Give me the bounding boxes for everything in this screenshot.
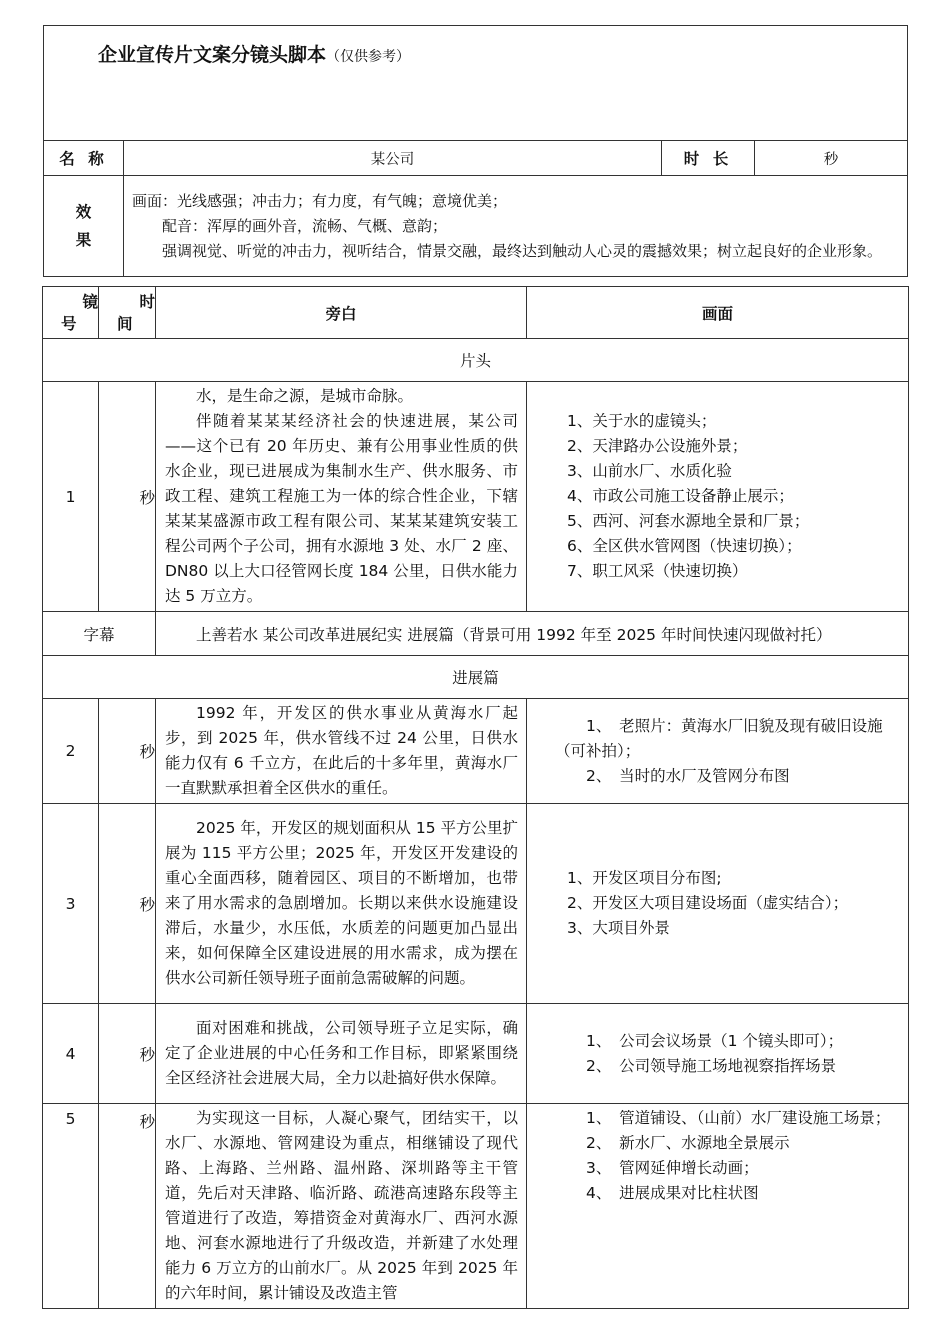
column-header-row: [43, 287, 909, 339]
shot-scene: [527, 699, 909, 804]
effect-line-visual: 画面：光线感强；冲击力；有力度，有气魄；意境优美；: [132, 191, 508, 210]
scene-item: 2、开发区大项目建设场面（虚实结合）；: [567, 894, 849, 912]
table-row: [43, 804, 909, 1004]
effect-line-summary: 强调视觉、听觉的冲击力，视听结合，情景交融，最终达到触动人心灵的震撼效果；树立起良好的企业形象。: [162, 241, 883, 260]
narration-paragraph: 2025 年，开发区的规划面积从 15 平方公里扩展为 115 平方公里；2025 年，开发区开发建设的重心全面西移，随着园区、项目的不断增加，也带来了用水需求的急剧增加。长期以来供水设施建设滞后，水量少，水压低，水质差的问题更加凸显出来，如何保障全区建设进展的用水需求，成为摆在供水公司新任领导班子面前急需破解的问题。: [165, 819, 518, 987]
shot-narration: [156, 382, 527, 612]
section-opening: 片头: [43, 339, 909, 382]
title-note: （仅供参考）: [326, 49, 411, 65]
shot-number: 5: [43, 1104, 99, 1309]
section-progress: 进展篇: [43, 656, 909, 699]
table-row: [43, 1104, 909, 1309]
shot-number: 3: [43, 804, 99, 1004]
narration-paragraph: 为实现这一目标，人凝心聚气，团结实干，以水厂、水源地、管网建设为重点，相继铺设了现代路、上海路、兰州路、温州路、深圳路等主干管道，先后对天津路、临沂路、疏港高速路东段等主管道进行了改造，筹措资金对黄海水厂、西河水源地、河套水源地进行了升级改造，并新建了水处理能力 6 万立方的山前水厂。从 2025 年到 2025 年的六年时间，累计铺设及改造主管: [165, 1109, 518, 1302]
col-time-label-1: 时: [139, 292, 155, 311]
table-row: [43, 1004, 909, 1104]
shot-duration: 秒: [99, 1004, 156, 1104]
shot-scene: [527, 1004, 909, 1104]
narration-paragraph: 伴随着某某某经济社会的快速进展，某公司——这个已有 20 年历史、兼有公用事业性质的供水企业，现已进展成为集制水生产、供水服务、市政工程、建筑工程施工为一体的综合性企业，下辖某某某盛源市政工程有限公司、某某某建筑安装工程公司两个子公司，拥有水源地 3 处、水厂 2 座、DN80 以上大口径管网长度 184 公里，日供水能力达 5 万立方。: [165, 412, 518, 605]
document-title: 企业宣传片文案分镜头脚本: [98, 44, 327, 66]
scene-item: 2、 公司领导施工场地视察指挥场景: [586, 1056, 837, 1075]
name-label: 名 称: [44, 141, 124, 176]
shot-number: 4: [43, 1004, 99, 1104]
effect-label: [44, 176, 124, 277]
shot-duration: 秒: [99, 804, 156, 1004]
duration-value: 秒: [755, 141, 908, 176]
narration-paragraph: 1992 年，开发区的供水事业从黄海水厂起步，到 2025 年，供水管线不过 24 公里，日供水能力仅有 6 千立方，在此后的十多年里，黄海水厂一直默默承担着全区供水的重任。: [165, 704, 518, 797]
shot-narration: [156, 1104, 527, 1309]
name-value: 某公司: [124, 141, 662, 176]
col-shot-number: [43, 287, 99, 339]
header-table: [43, 25, 908, 277]
effect-label-line-1: 效: [75, 203, 92, 221]
col-shot-label-1: 镜: [82, 292, 98, 311]
scene-item: 1、 老照片：黄海水厂旧貌及现有破旧设施（可补拍）；: [555, 716, 883, 760]
scene-item: 1、开发区项目分布图;: [567, 869, 722, 887]
table-row: [43, 382, 909, 612]
col-scene: 画面: [527, 287, 909, 339]
scene-item: 4、 进展成果对比柱状图: [586, 1184, 759, 1202]
scene-item: 3、山前水厂、水质化验: [567, 462, 732, 480]
shot-number: 2: [43, 699, 99, 804]
section-row-progress: [43, 656, 909, 699]
shot-duration: 秒: [99, 1104, 156, 1309]
shot-narration: [156, 804, 527, 1004]
subtitle-text: 上善若水 某公司改革进展纪实 进展篇（背景可用 1992 年至 2025 年时间快速闪现做衬托）: [156, 612, 909, 656]
scene-item: 2、 当时的水厂及管网分布图: [586, 766, 790, 785]
scene-item: 2、天津路办公设施外景；: [567, 437, 748, 455]
scene-item: 7、职工风采（快速切换）: [567, 562, 748, 580]
shot-duration: 秒: [99, 382, 156, 612]
col-time-label-2: 间: [117, 314, 133, 333]
shot-number: 1: [43, 382, 99, 612]
subtitle-label: 字幕: [43, 612, 156, 656]
effect-description: [124, 176, 908, 277]
shot-scene: [527, 382, 909, 612]
narration-paragraph: 面对困难和挑战，公司领导班子立足实际，确定了企业进展的中心任务和工作目标，即紧紧围绕全区经济社会进展大局，全力以赴搞好供水保障。: [165, 1019, 518, 1087]
shot-scene: [527, 804, 909, 1004]
effect-line-audio: 配音：浑厚的画外音，流畅、气概、意韵；: [162, 216, 448, 235]
scene-item: 1、 管道铺设、（山前）水厂建设施工场景；: [586, 1109, 891, 1127]
storyboard-table: [42, 286, 909, 1309]
narration-paragraph: 水，是生命之源，是城市命脉。: [196, 387, 414, 405]
scene-item: 2、 新水厂、水源地全景展示: [586, 1134, 790, 1152]
scene-item: 4、市政公司施工设备静止展示；: [567, 487, 794, 505]
shot-scene: [527, 1104, 909, 1309]
col-shot-label-2: 号: [61, 314, 77, 333]
table-row: [43, 699, 909, 804]
scene-item: 1、关于水的虚镜头；: [567, 412, 717, 430]
effect-label-line-2: 果: [75, 231, 92, 249]
col-narration: 旁白: [156, 287, 527, 339]
scene-item: 3、大项目外景: [567, 919, 670, 937]
shot-narration: [156, 1004, 527, 1104]
col-duration: [99, 287, 156, 339]
shot-narration: [156, 699, 527, 804]
scene-item: 5、西河、河套水源地全景和厂景；: [567, 512, 810, 530]
shot-duration: 秒: [99, 699, 156, 804]
section-row-opening: [43, 339, 909, 382]
subtitle-row: [43, 612, 909, 656]
scene-item: 3、 管网延伸增长动画；: [586, 1159, 759, 1177]
title-cell: [44, 26, 908, 141]
duration-label: 时 长: [662, 141, 755, 176]
scene-item: 6、全区供水管网图（快速切换）；: [567, 537, 802, 555]
scene-item: 1、 公司会议场景（1 个镜头即可）；: [586, 1031, 844, 1050]
